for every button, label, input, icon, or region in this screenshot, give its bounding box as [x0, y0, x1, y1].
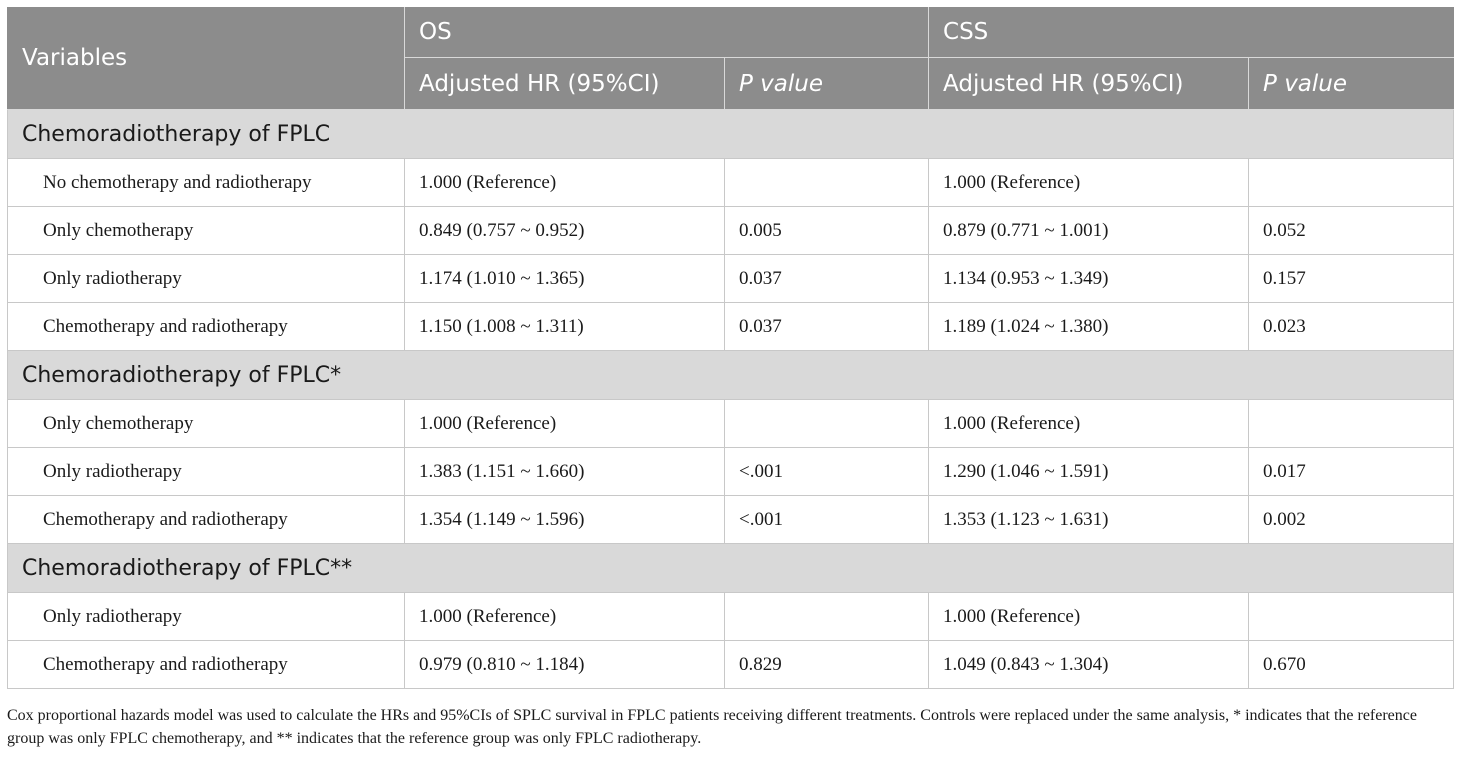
variable-cell: Only chemotherapy — [8, 207, 405, 255]
variable-cell: Only radiotherapy — [8, 255, 405, 303]
css-p-cell: 0.002 — [1249, 496, 1454, 544]
os-hr-cell: 1.354 (1.149 ~ 1.596) — [405, 496, 725, 544]
os-p-cell: 0.005 — [725, 207, 929, 255]
os-p-cell: 0.037 — [725, 303, 929, 351]
table-row — [8, 400, 1454, 448]
os-hr-cell: 1.174 (1.010 ~ 1.365) — [405, 255, 725, 303]
os-hr-cell: 1.000 (Reference) — [405, 593, 725, 641]
os-p-cell — [725, 593, 929, 641]
table-row — [8, 159, 1454, 207]
os-p-cell: <.001 — [725, 496, 929, 544]
group-row — [8, 351, 1454, 400]
css-hr-cell: 1.134 (0.953 ~ 1.349) — [929, 255, 1249, 303]
results-table-container — [7, 7, 1453, 689]
variable-cell: Only chemotherapy — [8, 400, 405, 448]
os-p-cell: 0.037 — [725, 255, 929, 303]
css-p-cell — [1249, 400, 1454, 448]
variable-cell: Chemotherapy and radiotherapy — [8, 496, 405, 544]
css-hr-cell: 1.189 (1.024 ~ 1.380) — [929, 303, 1249, 351]
header-os-hr: Adjusted HR (95%CI) — [405, 58, 725, 110]
header-css-hr: Adjusted HR (95%CI) — [929, 58, 1249, 110]
variable-cell: Chemotherapy and radiotherapy — [8, 303, 405, 351]
table-footnote: Cox proportional hazards model was used to calculate the HRs and 95%CIs of SPLC survival in FPLC patients receiving different treatments. Controls were replaced under the same analysis, * indicates that the reference group was only FPLC chemotherapy, and ** indicates that the reference group was only FPLC radiotherapy. — [7, 707, 1417, 747]
variable-cell: Only radiotherapy — [8, 448, 405, 496]
css-hr-cell: 1.000 (Reference) — [929, 159, 1249, 207]
results-table — [7, 7, 1454, 689]
os-hr-cell: 1.000 (Reference) — [405, 159, 725, 207]
group-row — [8, 544, 1454, 593]
os-hr-cell: 0.979 (0.810 ~ 1.184) — [405, 641, 725, 689]
css-hr-cell: 1.290 (1.046 ~ 1.591) — [929, 448, 1249, 496]
header-os-p: P value — [725, 58, 929, 110]
os-hr-cell: 0.849 (0.757 ~ 0.952) — [405, 207, 725, 255]
css-p-cell — [1249, 593, 1454, 641]
css-p-cell: 0.023 — [1249, 303, 1454, 351]
variable-cell: Only radiotherapy — [8, 593, 405, 641]
css-p-cell — [1249, 159, 1454, 207]
variable-cell: Chemotherapy and radiotherapy — [8, 641, 405, 689]
header-os: OS — [405, 7, 929, 58]
css-p-cell: 0.157 — [1249, 255, 1454, 303]
os-hr-cell: 1.000 (Reference) — [405, 400, 725, 448]
header-css: CSS — [929, 7, 1454, 58]
group-title: Chemoradiotherapy of FPLC* — [8, 351, 1454, 400]
css-p-cell: 0.052 — [1249, 207, 1454, 255]
css-hr-cell: 1.000 (Reference) — [929, 593, 1249, 641]
header-variables: Variables — [8, 7, 405, 110]
table-body — [8, 110, 1454, 689]
table-row — [8, 207, 1454, 255]
css-hr-cell: 1.000 (Reference) — [929, 400, 1249, 448]
group-title: Chemoradiotherapy of FPLC — [8, 110, 1454, 159]
table-header — [8, 7, 1454, 110]
header-css-p: P value — [1249, 58, 1454, 110]
os-p-cell: 0.829 — [725, 641, 929, 689]
os-p-cell — [725, 400, 929, 448]
css-hr-cell: 1.049 (0.843 ~ 1.304) — [929, 641, 1249, 689]
css-hr-cell: 1.353 (1.123 ~ 1.631) — [929, 496, 1249, 544]
table-row — [8, 593, 1454, 641]
table-row — [8, 255, 1454, 303]
os-p-cell — [725, 159, 929, 207]
table-row — [8, 641, 1454, 689]
css-p-cell: 0.017 — [1249, 448, 1454, 496]
os-hr-cell: 1.383 (1.151 ~ 1.660) — [405, 448, 725, 496]
group-title: Chemoradiotherapy of FPLC** — [8, 544, 1454, 593]
table-row — [8, 496, 1454, 544]
variable-cell: No chemotherapy and radiotherapy — [8, 159, 405, 207]
table-row — [8, 448, 1454, 496]
os-hr-cell: 1.150 (1.008 ~ 1.311) — [405, 303, 725, 351]
css-p-cell: 0.670 — [1249, 641, 1454, 689]
os-p-cell: <.001 — [725, 448, 929, 496]
group-row — [8, 110, 1454, 159]
css-hr-cell: 0.879 (0.771 ~ 1.001) — [929, 207, 1249, 255]
table-row — [8, 303, 1454, 351]
